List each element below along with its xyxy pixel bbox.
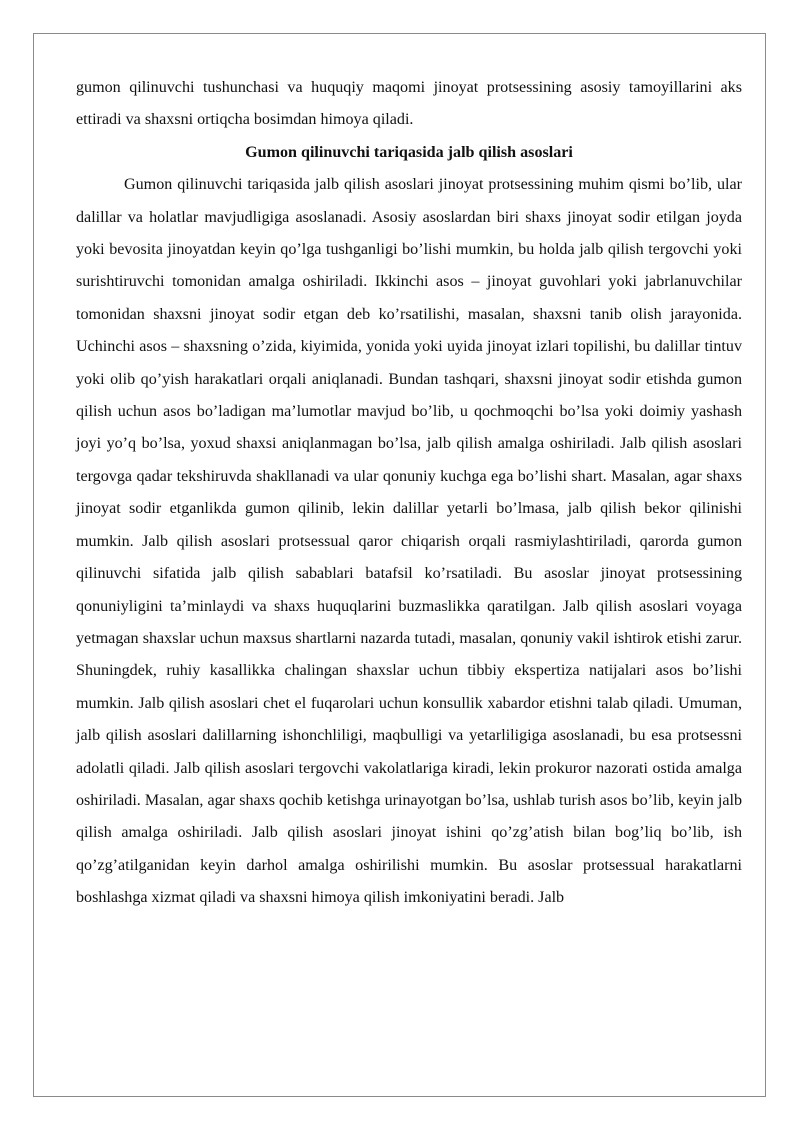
document-body bbox=[76, 72, 742, 915]
body-paragraph: Gumon qilinuvchi tariqasida jalb qilish asoslari jinoyat protsessining muhim qismi bo’lib, ular dalillar va holatlar mavjudligiga asoslanadi. Asosiy asoslardan biri shaxs jinoyat sodir etilgan joyda yoki bevosita jinoyatdan keyin qo’lga tushganligi bo’lishi mumkin, bu holda jalb qilish tergovchi yoki surishtiruvchi tomonidan amalga oshiriladi. Ikkinchi asos – jinoyat guvohlari yoki jabrlanuvchilar tomonidan shaxsni jinoyat sodir etgan deb ko’rsatilishi, masalan, shaxsni tanib olish jarayonida. Uchinchi asos – shaxsning o’zida, kiyimida, yonida yoki uyida jinoyat izlari topilishi, bu dalillar tintuv yoki olib qo’yish harakatlari orqali aniqlanadi. Bundan tashqari, shaxsni jinoyat sodir etishda gumon qilish uchun asos bo’ladigan ma’lumotlar mavjud bo’lib, u qochmoqchi bo’lsa yoki doimiy yashash joyi yo’q bo’lsa, yoxud shaxsi aniqlanmagan bo’lsa, jalb qilish amalga oshiriladi. Jalb qilish asoslari tergovga qadar tekshiruvda shakllanadi va ular qonuniy kuchga ega bo’lishi shart. Masalan, agar shaxs jinoyat sodir etganlikda gumon qilinib, lekin dalillar yetarli bo’lmasa, jalb qilish bekor qilinishi mumkin. Jalb qilish asoslari protsessual qaror chiqarish orqali rasmiylashtiriladi, qarorda gumon qilinuvchi sifatida jalb qilish sabablari batafsil ko’rsatiladi. Bu asoslar jinoyat protsessining qonuniyligini ta’minlaydi va shaxs huquqlarini buzmaslikka qaratilgan. Jalb qilish asoslari voyaga yetmagan shaxslar uchun maxsus shartlarni nazarda tutadi, masalan, qonuniy vakil ishtirok etishi zarur. Shuningdek, ruhiy kasallikka chalingan shaxslar uchun tibbiy ekspertiza natijalari asos bo’lishi mumkin. Jalb qilish asoslari chet el fuqarolari uchun konsullik xabardor etishni talab qiladi. Umuman, jalb qilish asoslari dalillarning ishonchliligi, maqbulligi va yetarliligiga asoslanadi, bu esa protsessni adolatli qiladi. Jalb qilish asoslari tergovchi vakolatlariga kiradi, lekin prokuror nazorati ostida amalga oshiriladi. Masalan, agar shaxs qochib ketishga urinayotgan bo’lsa, ushlab turish asos bo’lib, keyin jalb qilish amalga oshiriladi. Jalb qilish asoslari jinoyat ishini qo’zg’atish bilan bog’liq bo’lib, ish qo’zg’atilganidan keyin darhol amalga oshirilishi mumkin. Bu asoslar protsessual harakatlarni boshlashga xizmat qiladi va shaxsni himoya qilish imkoniyatini beradi. Jalb bbox=[76, 176, 742, 907]
section-heading: Gumon qilinuvchi tariqasida jalb qilish asoslari bbox=[245, 143, 573, 161]
intro-paragraph: gumon qilinuvchi tushunchasi va huquqiy maqomi jinoyat protsessining asosiy tamoyillarini aks ettiradi va shaxsni ortiqcha bosimdan himoya qiladi. bbox=[76, 79, 742, 129]
